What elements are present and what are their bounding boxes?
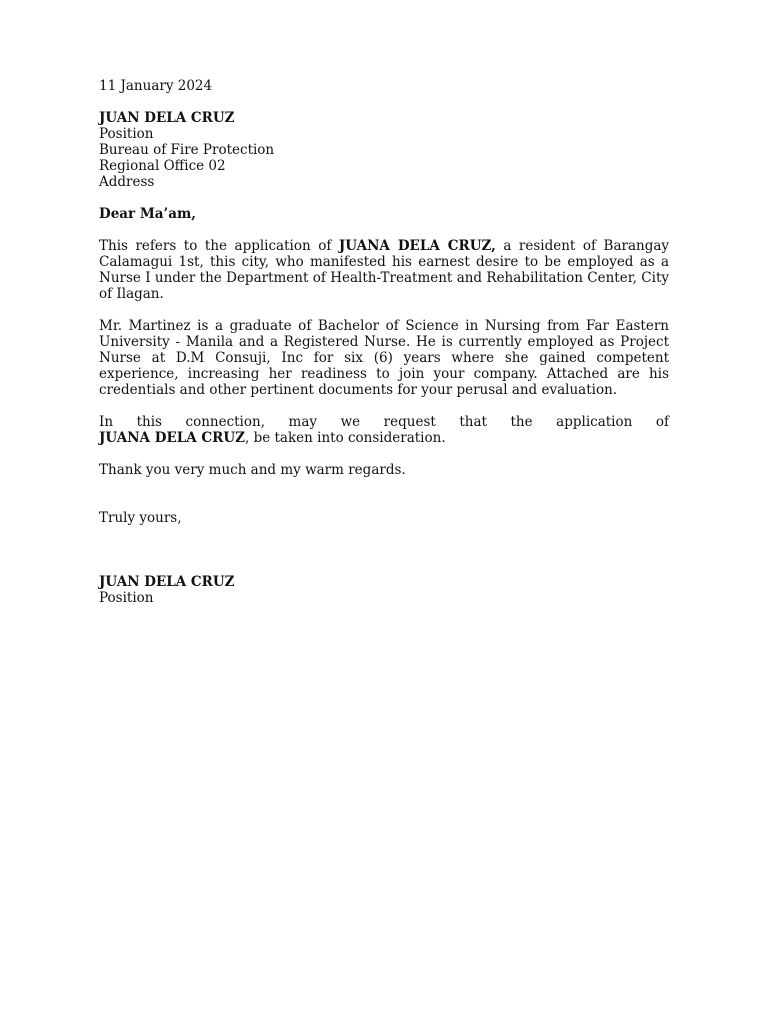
spacer [99, 446, 669, 462]
recipient-organization: Bureau of Fire Protection [99, 142, 275, 158]
paragraph-application-post: a resident of Barangay Calamagui 1st, this city, who manifested his earnest desire to be employed as a Nurse I under the Department of Health-Treatment and Rehabilitation Center, City of Ilagan. [99, 238, 670, 302]
spacer [99, 478, 669, 510]
thanks-line: Thank you very much and my warm regards. [99, 462, 406, 478]
paragraph-request-post: , be taken into consideration. [245, 430, 446, 446]
signature-space [99, 526, 669, 574]
spacer [99, 190, 669, 206]
recipient-address: Address [99, 174, 155, 190]
paragraph-request [99, 414, 669, 446]
paragraph-request-line1: In this connection, may we request that the application of [99, 414, 669, 430]
salutation: Dear Ma’am, [99, 206, 196, 222]
spacer [99, 398, 669, 414]
letter [99, 78, 669, 606]
recipient-name: JUAN DELA CRUZ [99, 110, 235, 126]
recipient-position: Position [99, 126, 154, 142]
signatory-block [99, 574, 669, 606]
recipient-block [99, 110, 669, 190]
spacer [99, 94, 669, 110]
letter-date: 11 January 2024 [99, 78, 213, 94]
signatory-name: JUAN DELA CRUZ [99, 574, 235, 590]
paragraph-qualifications: Mr. Martinez is a graduate of Bachelor of Science in Nursing from Far Eastern University - Manila and a Registered Nurse. He is currently employed as Project Nurse at D.M Consuji, Inc for six (6) years where she gained competent experience, increasing her readiness to join your company. Attached are his credentials and other pertinent documents for your perusal and evaluation. [99, 318, 669, 398]
signatory-position: Position [99, 590, 154, 606]
closing: Truly yours, [99, 510, 182, 526]
applicant-name: JUANA DELA CRUZ, [338, 238, 496, 254]
spacer [99, 222, 669, 238]
paragraph-application [99, 238, 669, 302]
spacer [99, 302, 669, 318]
paragraph-application-pre: This refers to the application of [99, 238, 339, 254]
recipient-office: Regional Office 02 [99, 158, 226, 174]
request-applicant-name: JUANA DELA CRUZ [99, 430, 245, 446]
